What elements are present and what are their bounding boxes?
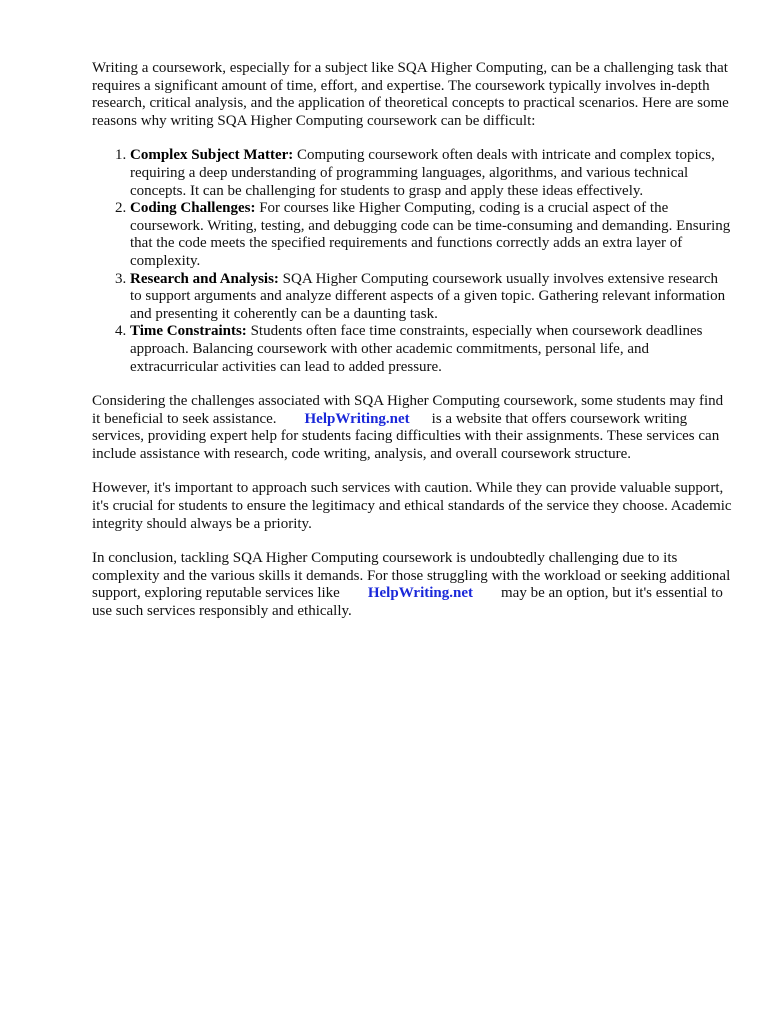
reason-text: SQA Higher Computing coursework usually involves extensive research to support arguments and analyze different aspects of a given topic. Gathering relevant information and presenting it coherently can be a daunting task. xyxy=(130,270,726,322)
reason-term: Time Constraints: xyxy=(130,323,247,340)
reason-term: Complex Subject Matter: xyxy=(130,147,294,164)
reason-text: For courses like Higher Computing, coding is a crucial aspect of the coursework. Writing, testing, and debugging code can be time-consuming and demanding. Ensuring that the code meets the specified requirements and functions correctly adds an extra layer of complexity. xyxy=(130,200,731,269)
reason-term: Coding Challenges: xyxy=(130,200,256,217)
reason-text: Students often face time constraints, especially when coursework deadlines approach. Balancing coursework with other academic commitments, personal life, and extracurricular activities can lead to added pressure. xyxy=(130,323,703,375)
conclusion-text-after: may be an option, but it's essential to use such services responsibly and ethically. xyxy=(92,585,723,620)
list-item xyxy=(130,200,732,270)
conclusion-text-before: In conclusion, tackling SQA Higher Computing coursework is undoubtedly challenging due to its complexity and the various skills it demands. For those struggling with the workload or seeking additional support, exploring reputable services like xyxy=(92,550,731,602)
reasons-list xyxy=(92,147,732,376)
list-item xyxy=(130,147,732,200)
list-item xyxy=(130,323,732,376)
considering-text-after: is a website that offers coursework writing services, providing expert help for students facing difficulties with their assignments. These services can include assistance with research, code writing, analysis, and overall coursework structure. xyxy=(92,410,720,462)
document-body xyxy=(92,60,732,638)
helpwriting-link[interactable]: HelpWriting.net xyxy=(304,410,410,427)
caution-paragraph: However, it's important to approach such services with caution. While they can provide valuable support, it's crucial for students to ensure the legitimacy and ethical standards of the service they choose. Academic integrity should always be a priority. xyxy=(92,480,732,532)
considering-text-before: Considering the challenges associated with SQA Higher Computing coursework, some students may find it beneficial to seek assistance. xyxy=(92,393,724,427)
list-item xyxy=(130,271,732,324)
considering-paragraph xyxy=(92,393,732,463)
reason-term: Research and Analysis: xyxy=(130,270,279,287)
helpwriting-link[interactable]: HelpWriting.net xyxy=(367,585,473,602)
intro-paragraph: Writing a coursework, especially for a subject like SQA Higher Computing, can be a challenging task that requires a significant amount of time, effort, and expertise. The coursework typically involves in-depth research, critical analysis, and the application of theoretical concepts to practical scenarios. Here are some reasons why writing SQA Higher Computing coursework can be difficult: xyxy=(92,60,729,129)
reason-text: Computing coursework often deals with intricate and complex topics, requiring a deep understanding of programming languages, algorithms, and various technical concepts. It can be challenging for students to grasp and apply these ideas effectively. xyxy=(130,147,715,199)
conclusion-paragraph xyxy=(92,550,732,620)
